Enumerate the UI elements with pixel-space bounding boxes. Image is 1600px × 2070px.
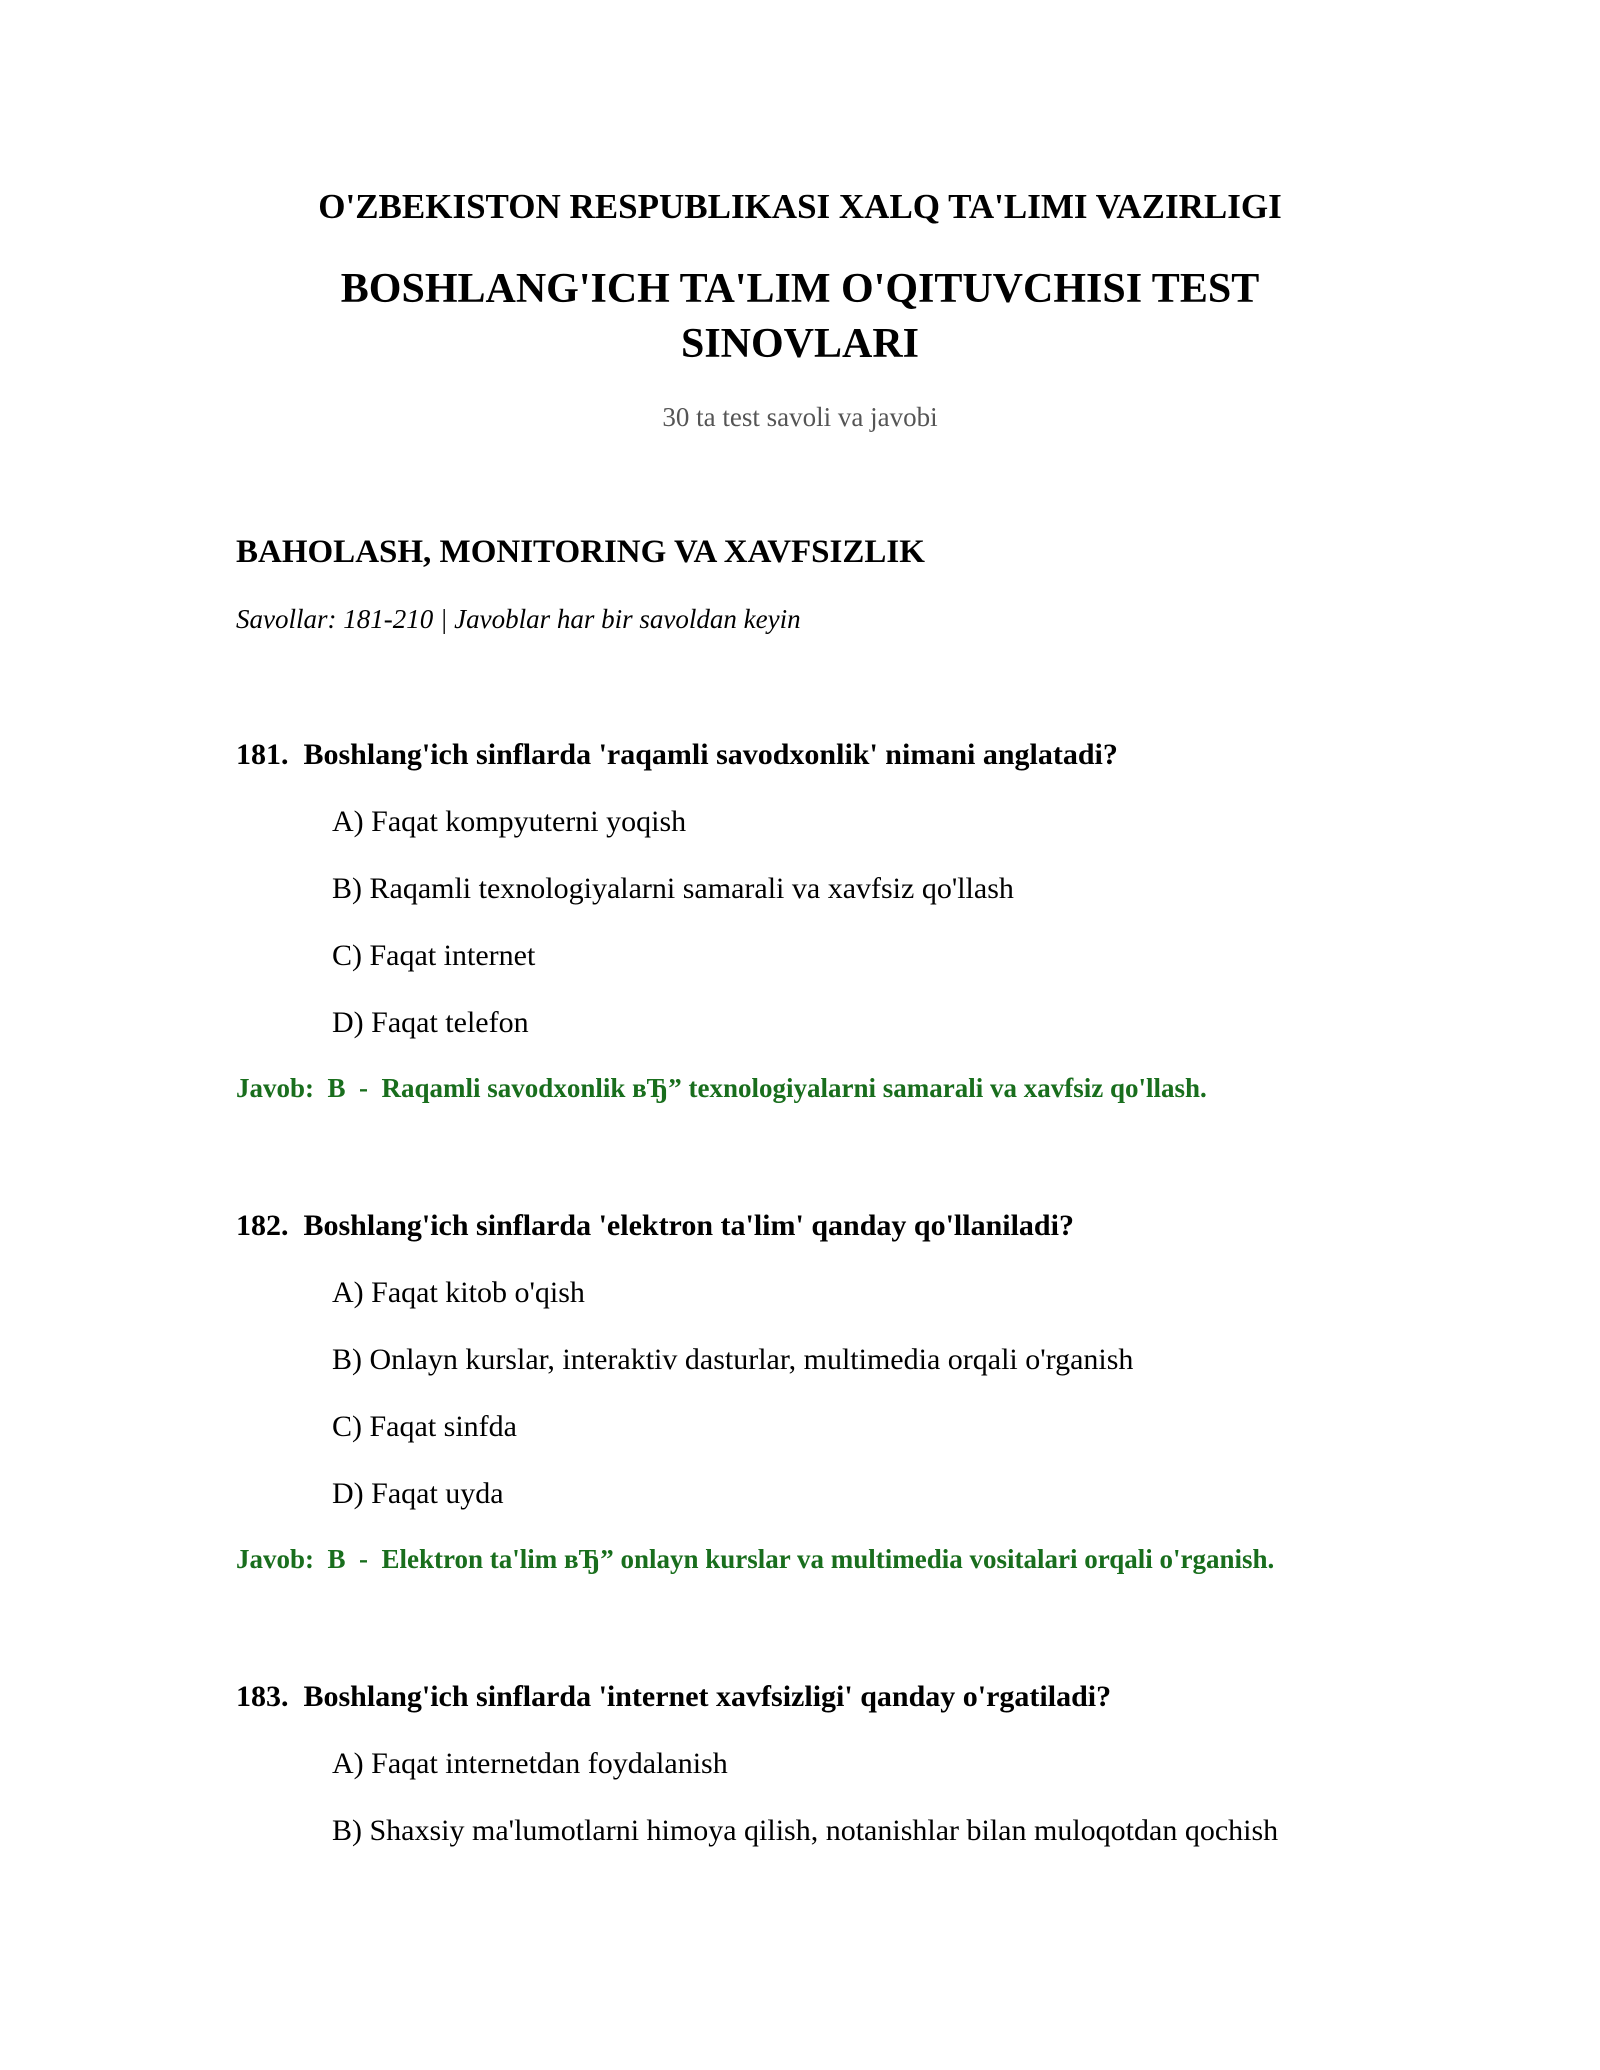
answer-text: Raqamli savodxonlik вЂ” texnologiyalarni samarali va xavfsiz qo'llash. <box>381 1073 1207 1103</box>
question-number: 182. <box>236 1209 289 1242</box>
answer-text: Elektron ta'lim вЂ” onlayn kurslar va multimedia vositalari orqali o'rganish. <box>381 1544 1275 1574</box>
question-text: Boshlang'ich sinflarda 'internet xavfsizligi' qanday o'rgatiladi? <box>303 1680 1112 1713</box>
answer-prefix: Javob: <box>236 1073 315 1103</box>
question-181 <box>236 735 1416 1106</box>
option-a: A) Faqat kitob o'qish <box>332 1276 585 1309</box>
options-list <box>236 1744 1416 1851</box>
answer-line <box>236 1541 1416 1577</box>
answer-letter: B <box>327 1073 346 1103</box>
answer-letter: B <box>327 1544 346 1574</box>
question-number: 183. <box>236 1680 289 1713</box>
question-heading <box>236 1206 1416 1246</box>
option-c: C) Faqat sinfda <box>332 1410 517 1443</box>
answer-separator: - <box>359 1544 369 1574</box>
document-subtitle: 30 ta test savoli va javobi <box>662 402 938 432</box>
question-heading <box>236 735 1416 775</box>
option-d: D) Faqat telefon <box>332 1006 529 1039</box>
answer-separator: - <box>359 1073 369 1103</box>
ministry-heading: O'ZBEKISTON RESPUBLIKASI XALQ TA'LIMI VAZIRLIGI <box>318 187 1282 226</box>
option-b: B) Raqamli texnologiyalarni samarali va xavfsiz qo'llash <box>332 872 1014 905</box>
section-title: BAHOLASH, MONITORING VA XAVFSIZLIK <box>236 534 925 570</box>
answer-prefix: Javob: <box>236 1544 315 1574</box>
question-heading <box>236 1677 1416 1717</box>
option-b: B) Shaxsiy ma'lumotlarni himoya qilish, notanishlar bilan muloqotdan qochish <box>332 1814 1279 1847</box>
option-d: D) Faqat uyda <box>332 1477 504 1510</box>
options-list <box>236 802 1416 1043</box>
section-note: Savollar: 181-210 | Javoblar har bir savoldan keyin <box>236 604 801 634</box>
answer-line <box>236 1070 1416 1106</box>
document-title: BOSHLANG'ICH TA'LIM O'QITUVCHISI TEST SINOVLARI <box>340 266 1260 367</box>
option-a: A) Faqat internetdan foydalanish <box>332 1747 728 1780</box>
option-c: C) Faqat internet <box>332 939 536 972</box>
question-text: Boshlang'ich sinflarda 'raqamli savodxonlik' nimani anglatadi? <box>303 738 1118 771</box>
options-list <box>236 1273 1416 1514</box>
question-182 <box>236 1206 1416 1577</box>
option-a: A) Faqat kompyuterni yoqish <box>332 805 687 838</box>
option-b: B) Onlayn kurslar, interaktiv dasturlar, multimedia orqali o'rganish <box>332 1343 1134 1376</box>
question-text: Boshlang'ich sinflarda 'elektron ta'lim' qanday qo'llaniladi? <box>303 1209 1074 1242</box>
question-183 <box>236 1677 1416 1851</box>
question-number: 181. <box>236 738 289 771</box>
